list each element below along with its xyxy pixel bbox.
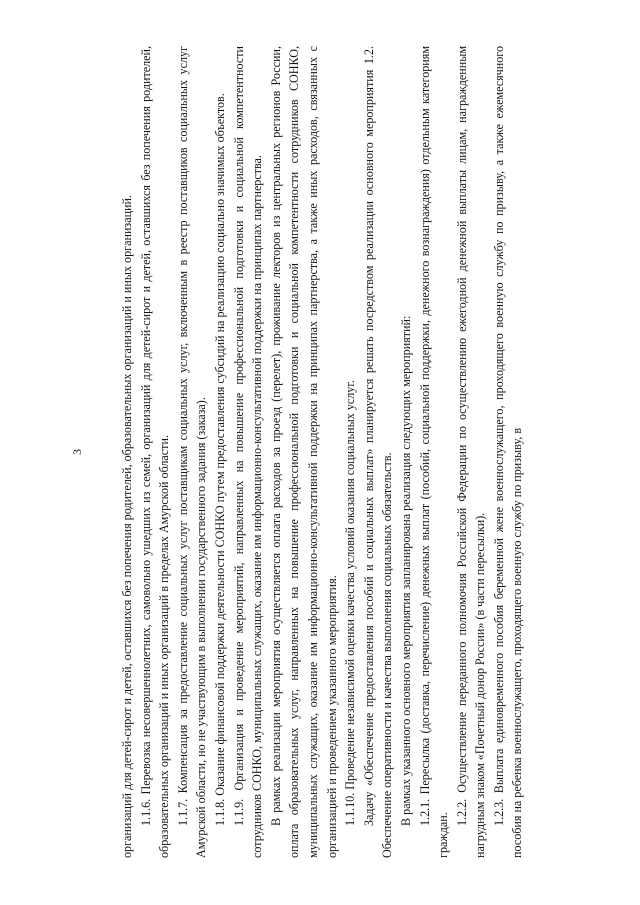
document-paragraph: 1.1.8. Оказание финансовой поддержки деятельности СОНКО путем предоставления субсидий на реализацию социально значимых объектов. <box>212 93 227 826</box>
scanned-document-page <box>70 46 570 858</box>
document-paragraph: 1.1.9. Организация и проведение мероприятий, направленных на повышение профессиональной подготовки и социальной компетентности сотрудников СОНКО, муниципальных служащих, оказание им информационно-консультативной поддержки на принципах партнерства. <box>231 46 265 858</box>
document-paragraph: В рамках указанного основного мероприятия запланирована реализация следующих мероприятий: <box>398 315 413 826</box>
document-paragraph: 1.2.2. Осуществление переданного полномочия Российской Федерации по осуществлению ежегодной денежной выплаты лицам, награжденным нагрудным знаком «Почетный донор России» (в части пересылки). <box>454 46 488 858</box>
document-paragraph: 1.2.1. Пересылка (доставка, перечисление) денежных выплат (пособий, социальной поддержки, денежного вознаграждения) отдельным категориям граждан. <box>417 46 451 858</box>
document-paragraph: 1.1.10. Проведение независимой оценки качества условий оказания социальных услуг. <box>343 380 358 826</box>
document-paragraph: организаций для детей-сирот и детей, оставшихся без попечения родителей, образовательных организаций и иных организаций. <box>120 194 134 858</box>
document-body <box>118 46 527 858</box>
document-paragraph: 1.1.6. Перевозка несовершеннолетних, самовольно ушедших из семей, организаций для детей-сирот и детей, оставшихся без попечения родителей, образовательных организаций и иных организаций в пределах Амурской области. <box>138 46 172 858</box>
document-paragraph: 1.2.3. Выплата единовременного пособия беременной жене военнослужащего, проходящего военную службу по призыву, а также ежемесячного пособия на ребенка военнослужащего, проходящего военную службу по призыву, в <box>491 46 525 858</box>
document-paragraph: 1.1.7. Компенсация за предоставление социальных услуг поставщикам социальных услуг, включенным в реестр поставщиков социальных услуг Амурской области, но не участвующим в выполнении государственного задания (заказа). <box>175 46 209 858</box>
document-paragraph: Задачу «Обеспечение предоставления пособий и социальных выплат» планируется решать посредством реализации основного мероприятия 1.2. Обеспечение оперативности и качества выполнения социальных обязательств. <box>361 46 395 858</box>
page-number: 3 <box>70 449 84 455</box>
document-paragraph: В рамках реализации мероприятия осуществляется оплата расходов за проезд (перелет), проживание лекторов из центральных регионов России, оплата образовательных услуг, направленных на повышение профессиональной подготовки и социальной компетентности сотрудников СОНКО, муниципальных служащих, оказание им информационно-консультативной поддержки на принципах партнерства, а также иных расходов, связанных с организацией и проведением указанного мероприятия. <box>268 46 339 858</box>
